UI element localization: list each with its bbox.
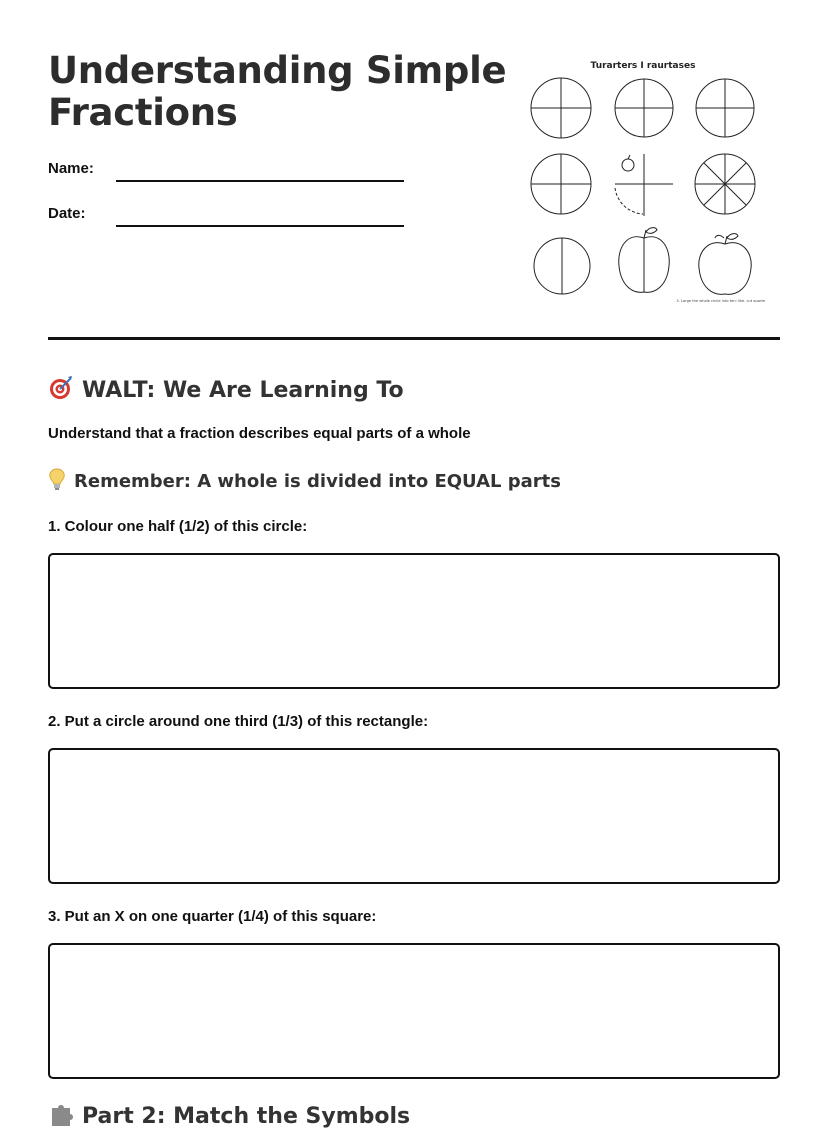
illustration-title: Turarters I raurtases — [590, 61, 696, 71]
date-label: Date: — [48, 205, 86, 222]
puzzle-icon — [48, 1100, 74, 1132]
question-2-label: 2. Put a circle around one third (1/3) of this rectangle: — [48, 713, 429, 730]
name-label: Name: — [48, 160, 94, 177]
question-3-answer-box[interactable] — [48, 943, 780, 1079]
walt-text: Understand that a fraction describes equal parts of a whole — [48, 425, 471, 442]
illustration-caption: 3. Large the whole circle into ten: like. cut quarters. — [676, 299, 765, 303]
remember-heading-text: Remember: A whole is divided into EQUAL parts — [74, 471, 562, 492]
circle-quarters-2 — [615, 79, 673, 137]
target-icon — [48, 374, 74, 406]
fraction-illustration — [525, 56, 765, 312]
quarter-circle-apple — [615, 154, 673, 216]
name-line[interactable] — [116, 180, 404, 182]
question-3-label: 3. Put an X on one quarter (1/4) of this square: — [48, 908, 377, 925]
circle-quarters-4 — [531, 154, 591, 214]
walt-heading-text: WALT: We Are Learning To — [82, 377, 404, 403]
question-2-answer-box[interactable] — [48, 748, 780, 884]
part2-heading — [48, 1100, 410, 1132]
circle-quarters-1 — [531, 78, 591, 138]
circle-eighths — [695, 154, 755, 214]
circle-halves — [534, 238, 590, 294]
question-1-label: 1. Colour one half (1/2) of this circle: — [48, 518, 308, 535]
walt-heading — [48, 374, 404, 406]
worksheet-title: Understanding Simple Fractions — [48, 49, 507, 134]
circle-quarters-3 — [696, 79, 754, 137]
apple-whole — [699, 234, 751, 295]
remember-heading — [48, 467, 561, 496]
header-divider — [48, 337, 780, 340]
date-line[interactable] — [116, 225, 404, 227]
part2-heading-text: Part 2: Match the Symbols — [82, 1103, 411, 1129]
lightbulb-icon — [48, 467, 66, 496]
question-1-answer-box[interactable] — [48, 553, 780, 689]
apple-halves — [619, 228, 670, 293]
